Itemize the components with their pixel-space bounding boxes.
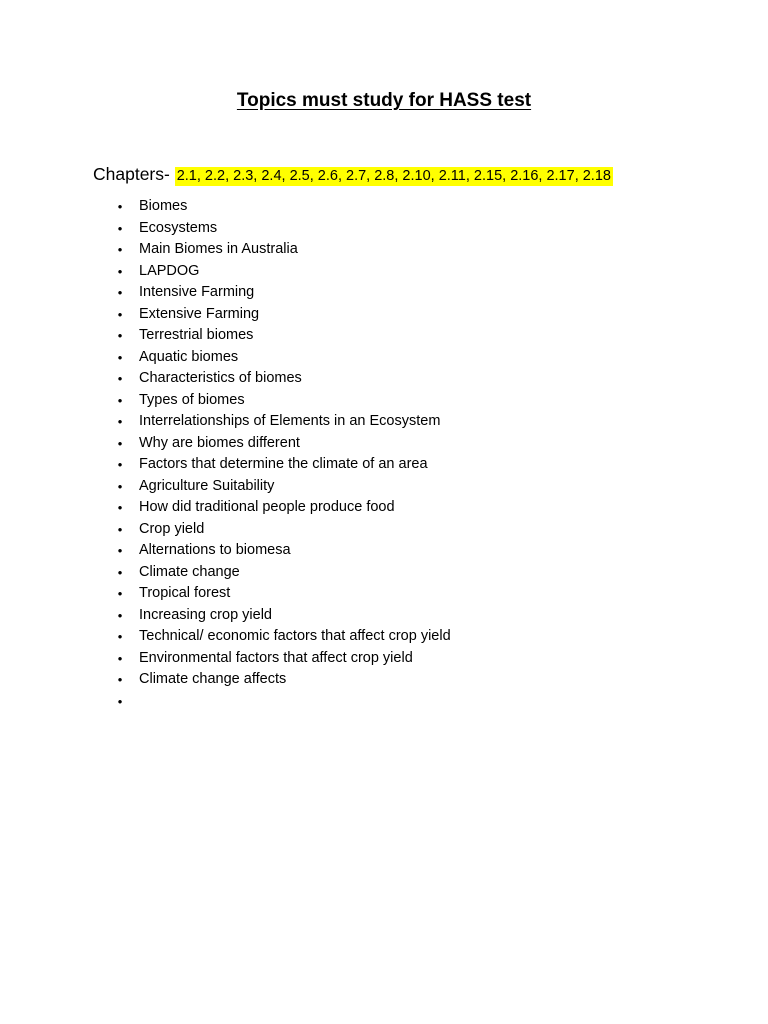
bullet-icon: • [117,371,123,386]
bullet-icon: • [117,650,123,666]
list-item-text: Climate change [139,563,240,580]
list-item [0,218,451,240]
bullet-icon: • [117,414,123,429]
list-item [0,411,451,433]
topics-list [0,196,451,712]
bullet-icon: • [117,199,123,214]
list-item [0,605,451,627]
bullet-icon: • [117,285,123,300]
list-item-text: How did traditional people produce food [139,499,395,515]
bullet-icon: • [117,564,123,580]
list-item [0,476,451,498]
chapters-highlighted-values: 2.1, 2.2, 2.3, 2.4, 2.5, 2.6, 2.7, 2.8, 2.10, 2.11, 2.15, 2.16, 2.17, 2.18 [176,168,611,184]
list-item [0,368,451,390]
bullet-icon: • [117,220,123,236]
list-item [0,304,451,326]
list-item [0,454,451,476]
list-item-text: Crop yield [139,520,205,537]
list-item-text: Extensive Farming [139,305,260,322]
bullet-icon: • [117,693,123,709]
list-item [0,497,451,519]
bullet-icon: • [117,586,123,601]
list-item [0,648,451,670]
list-item-text: Why are biomes different [139,434,300,451]
bullet-icon: • [117,263,123,279]
bullet-icon: • [117,521,123,537]
list-item [0,519,451,541]
list-item [0,691,451,713]
list-item-text: Terrestrial biomes [139,327,254,343]
list-item-text: Intensive Farming [139,284,255,300]
list-item-text: Increasing crop yield [139,606,272,623]
chapters-line [93,162,613,188]
list-item-text: Biomes [139,198,188,214]
list-item [0,540,451,562]
list-item-text: Aquatic biomes [139,348,239,365]
list-item-text: Main Biomes in Australia [139,241,298,257]
list-item-text: Climate change affects [139,671,287,687]
list-item [0,325,451,347]
bullet-icon: • [117,629,123,644]
bullet-icon: • [117,543,123,558]
list-item-text: Alternations to biomesa [139,542,291,558]
bullet-icon: • [117,242,123,257]
bullet-icon: • [117,435,123,451]
list-item-text: Characteristics of biomes [139,370,302,386]
list-item-text: Tropical forest [139,585,231,601]
bullet-icon: • [117,392,123,408]
list-item-text: Environmental factors that affect crop yield [139,649,413,666]
list-item-text: Types of biomes [139,391,245,408]
list-item [0,347,451,369]
list-item-text: Technical/ economic factors that affect crop yield [139,628,451,644]
document-title: Topics must study for HASS test [236,90,532,111]
list-item [0,562,451,584]
bullet-icon: • [117,607,123,623]
bullet-icon: • [117,349,123,365]
list-item [0,196,451,218]
list-item [0,433,451,455]
list-item-text: Agriculture Suitability [139,477,275,494]
list-item [0,583,451,605]
list-item [0,239,451,261]
bullet-icon: • [117,672,123,687]
list-item [0,282,451,304]
list-item [0,626,451,648]
list-item-text: LAPDOG [139,262,200,279]
list-item [0,669,451,691]
list-item [0,390,451,412]
bullet-icon: • [117,478,123,494]
bullet-icon: • [117,328,123,343]
list-item-text: Ecosystems [139,219,218,236]
bullet-icon: • [117,457,123,472]
list-item [0,261,451,283]
bullet-icon: • [117,500,123,515]
list-item-text: Factors that determine the climate of an area [139,456,428,472]
bullet-icon: • [117,306,123,322]
list-item-text: Interrelationships of Elements in an Ecosystem [139,413,441,429]
chapters-label: Chapters- [93,164,170,184]
